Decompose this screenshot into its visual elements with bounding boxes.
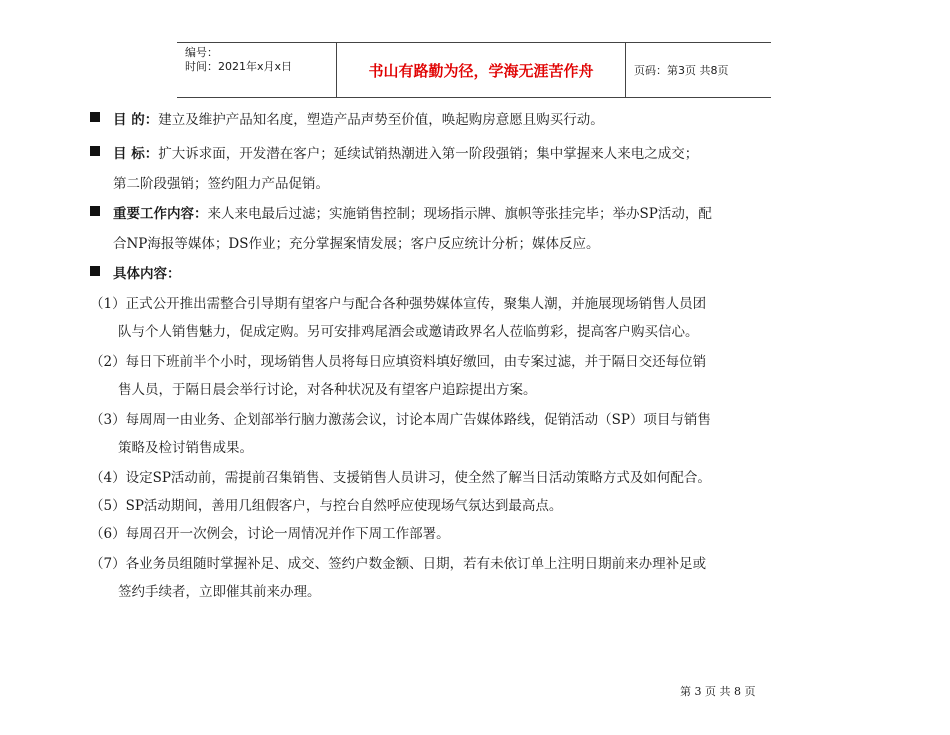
bullet-icon (90, 112, 100, 122)
bullet-icon (90, 146, 100, 156)
document-number-label: 编号： (185, 46, 218, 59)
page-footer: 第 3 页 共 8 页 (680, 685, 756, 698)
purpose-text: 建立及维护产品知名度，塑造产品声势至价值，唤起购房意愿且购买行动。 (158, 112, 604, 128)
goal-text: 扩大诉求面，开发潜在客户；延续试销热潮进入第一阶段强销；集中掌握来人来电之成交； (158, 146, 699, 162)
page-header (177, 42, 771, 98)
goal-line (113, 142, 698, 162)
list-item-1: （1）正式公开推出需整合引导期有望客户与配合各种强势媒体宣传，聚集人潮，并施展现场销售人员团 (90, 296, 707, 312)
list-item-7-cont: 签约手续者，立即催其前来办理。 (118, 584, 321, 600)
work-text: 来人来电最后过滤；实施销售控制；现场指示牌、旗帜等张挂完毕；举办SP活动，配 (207, 206, 712, 222)
list-item-6: （6）每周召开一次例会，讨论一周情况并作下周工作部署。 (90, 526, 450, 542)
list-item-3-cont: 策略及检讨销售成果。 (118, 440, 253, 456)
header-page-info: 页码：第3页 共8页 (634, 64, 729, 77)
work-line-2: 合NP海报等媒体；DS作业；充分掌握案情发展；客户反应统计分析；媒体反应。 (113, 236, 600, 252)
list-item-2: （2）每日下班前半个小时，现场销售人员将每日应填资料填好缴回，由专案过滤，并于隔日交还每位销 (90, 354, 707, 370)
list-item-4: （4）设定SP活动前，需提前召集销售、支援销售人员讲习，使全然了解当日活动策略方式及如何配合。 (90, 470, 711, 486)
bullet-icon (90, 206, 100, 216)
list-item-3: （3）每周周一由业务、企划部举行脑力激荡会议，讨论本周广告媒体路线，促销活动（SP）项目与销售 (90, 412, 711, 428)
purpose-label: 目 的： (113, 112, 159, 128)
goal-label: 目 标： (113, 146, 159, 162)
list-item-7: （7）各业务员组随时掌握补足、成交、签约户数金额、日期，若有未依订单上注明日期前来办理补足或 (90, 556, 707, 572)
purpose-line (113, 108, 604, 128)
bullet-icon (90, 266, 100, 276)
document-date: 时间：2021年x月x日 (185, 60, 293, 73)
list-item-5: （5）SP活动期间，善用几组假客户，与控台自然呼应使现场气氛达到最高点。 (90, 498, 563, 514)
list-item-1-cont: 队与个人销售魅力，促成定购。另可安排鸡尾酒会或邀请政界名人莅临剪彩，提高客户购买信心。 (118, 324, 699, 340)
work-label: 重要工作内容： (113, 206, 208, 222)
list-item-2-cont: 售人员，于隔日晨会举行讨论，对各种状况及有望客户追踪提出方案。 (118, 382, 537, 398)
goal-line-2: 第二阶段强销；签约阻力产品促销。 (113, 176, 329, 192)
work-line (113, 202, 712, 222)
details-label: 具体内容： (113, 266, 181, 282)
header-meta (177, 43, 336, 97)
header-motto: 书山有路勤为径，学海无涯苦作舟 (336, 43, 626, 97)
